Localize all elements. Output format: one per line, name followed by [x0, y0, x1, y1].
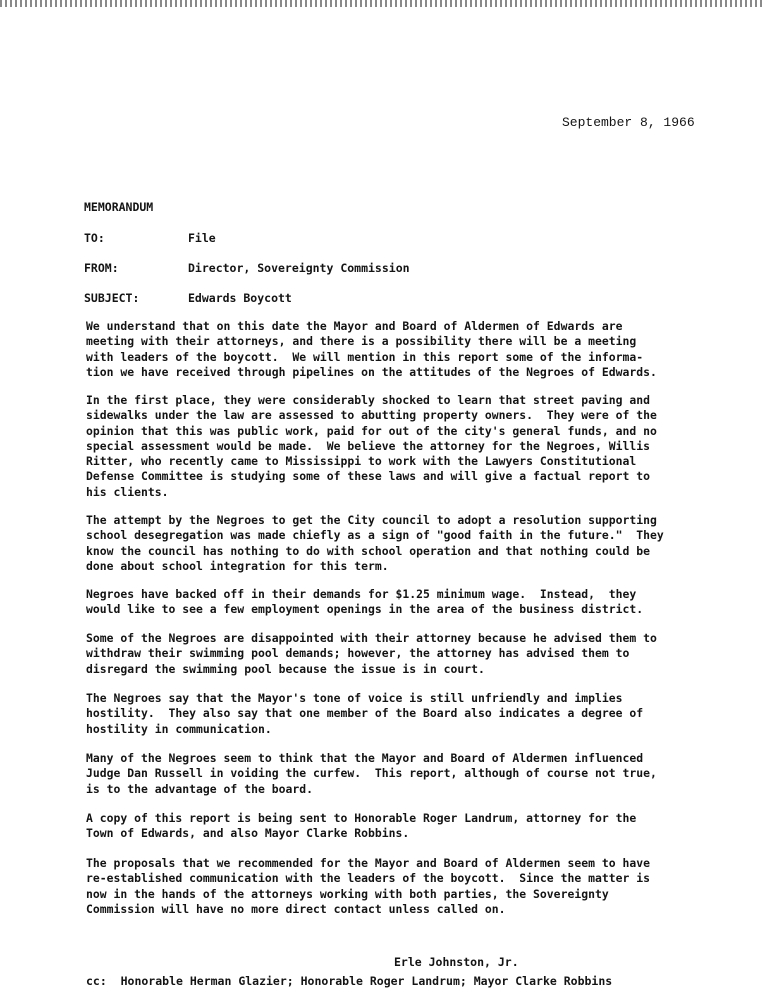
- paragraph-7: [86, 751, 726, 797]
- paragraph-line: special assessment would be made. We believe the attorney for the Negroes, Willis: [86, 438, 650, 453]
- paragraph-line: We understand that on this date the Mayor and Board of Aldermen of Edwards are: [86, 319, 623, 333]
- subject-label: SUBJECT:: [84, 291, 140, 305]
- memo-date: September 8, 1966: [562, 115, 695, 130]
- from-label: FROM:: [84, 261, 119, 275]
- paragraph-4: [86, 587, 726, 618]
- paragraph-line: would like to see a few employment openings in the area of the business district.: [86, 602, 644, 617]
- paragraph-6: [86, 691, 726, 737]
- paragraph-line: know the council has nothing to do with school operation and that nothing could be: [86, 543, 650, 558]
- paragraph-line: his clients.: [86, 484, 169, 499]
- paragraph-line: sidewalks under the law are assessed to abutting property owners. They were of the: [86, 408, 657, 423]
- paragraph-line: opinion that this was public work, paid for out of the city's general funds, and no: [86, 423, 657, 438]
- paragraph-line: with leaders of the boycott. We will mention in this report some of the informa-: [86, 349, 644, 364]
- to-value: File: [188, 231, 216, 245]
- cc-line: cc: Honorable Herman Glazier; Honorable Roger Landrum; Mayor Clarke Robbins: [86, 974, 613, 988]
- paragraph-line: Defense Committee is studying some of these laws and will give a factual report to: [86, 469, 650, 484]
- paragraph-line: hostility in communication.: [86, 721, 272, 736]
- paragraph-line: Ritter, who recently came to Mississippi to work with the Lawyers Constitutional: [86, 454, 637, 469]
- paragraph-5: [86, 631, 726, 677]
- paragraph-2: [86, 393, 726, 500]
- paragraph-line: Some of the Negroes are disappointed with their attorney because he advised them to: [86, 631, 657, 645]
- paragraph-line: hostility. They also say that one member of the Board also indicates a degree of: [86, 706, 644, 721]
- scan-top-edge: [0, 0, 763, 7]
- paragraph-3: [86, 513, 726, 574]
- paragraph-line: now in the hands of the attorneys working with both parties, the Sovereignty: [86, 886, 609, 901]
- paragraph-line: Judge Dan Russell in voiding the curfew. This report, although of course not true,: [86, 766, 657, 781]
- paragraph-line: Commission will have no more direct contact unless called on.: [86, 901, 506, 916]
- paragraph-1: [86, 319, 726, 380]
- paragraph-line: re-established communication with the leaders of the boycott. Since the matter is: [86, 871, 650, 886]
- paragraph-line: school desegregation was made chiefly as a sign of "good faith in the future." They: [86, 528, 664, 543]
- paragraph-line: The Negroes say that the Mayor's tone of voice is still unfriendly and implies: [86, 691, 623, 705]
- from-value: Director, Sovereignty Commission: [188, 261, 410, 275]
- paragraph-line: disregard the swimming pool because the issue is in court.: [86, 661, 485, 676]
- paragraph-line: done about school integration for this term.: [86, 558, 389, 573]
- paragraph-line: Many of the Negroes seem to think that the Mayor and Board of Aldermen influenced: [86, 751, 644, 765]
- signature: Erle Johnston, Jr.: [394, 955, 519, 969]
- paragraph-line: The attempt by the Negroes to get the City council to adopt a resolution supporting: [86, 513, 657, 527]
- memo-title: MEMORANDUM: [84, 200, 154, 214]
- paragraph-line: is to the advantage of the board.: [86, 781, 313, 796]
- paragraph-9: [86, 856, 726, 917]
- paragraph-8: [86, 811, 726, 842]
- paragraph-line: A copy of this report is being sent to Honorable Roger Landrum, attorney for the: [86, 811, 637, 825]
- paragraph-line: tion we have received through pipelines on the attitudes of the Negroes of Edwards.: [86, 364, 657, 379]
- subject-value: Edwards Boycott: [188, 291, 292, 305]
- paragraph-line: In the first place, they were considerably shocked to learn that street paving and: [86, 393, 650, 407]
- paragraph-line: Town of Edwards, and also Mayor Clarke Robbins.: [86, 826, 410, 841]
- to-label: TO:: [84, 231, 105, 245]
- paragraph-line: withdraw their swimming pool demands; however, the attorney has advised them to: [86, 646, 630, 661]
- paragraph-line: Negroes have backed off in their demands for $1.25 minimum wage. Instead, they: [86, 587, 637, 601]
- paragraph-line: meeting with their attorneys, and there is a possibility there will be a meeting: [86, 334, 637, 349]
- paragraph-line: The proposals that we recommended for the Mayor and Board of Aldermen seem to have: [86, 856, 650, 870]
